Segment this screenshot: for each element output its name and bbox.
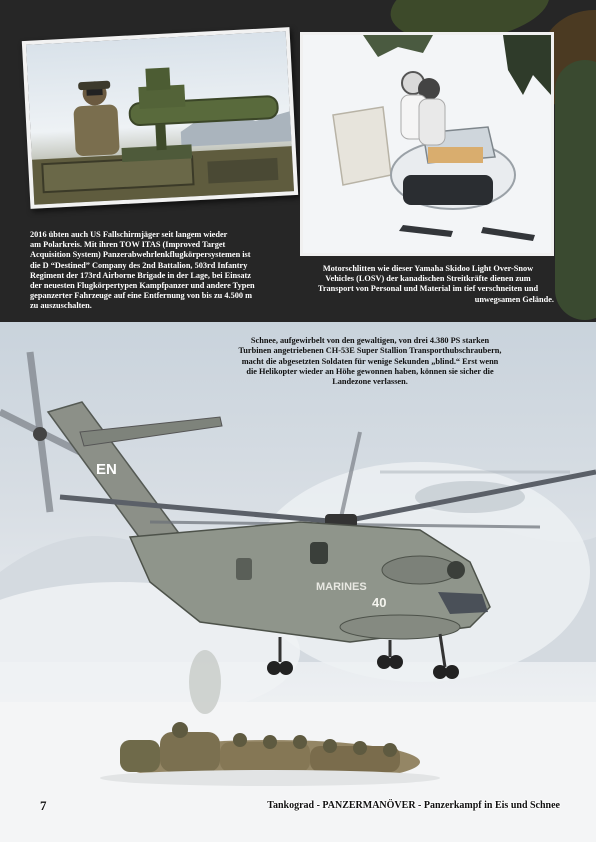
caption-line: zu auszuschalten. (30, 301, 92, 311)
page-number: 7 (40, 798, 47, 813)
caption-line: Vehicles (LOSV) der kanadischen Streitkräfte dienen zum (325, 274, 531, 284)
caption-line: macht die abgesetzten Soldaten für wenige Sekunden „blind.“ Erst wenn (241, 356, 499, 366)
snowmobile-illustration (303, 35, 551, 253)
caption-line: unwegsamen Gelände. (474, 294, 554, 304)
camo-decoration (555, 60, 596, 320)
caption-line: 2016 übten auch US Fallschirmjäger seit langem wieder (30, 230, 228, 239)
caption-line: Turbinen angetriebenen CH-53E Super Stallion Transporthubschraubern, (238, 346, 502, 356)
helicopter-illustration (0, 322, 596, 842)
tail-code-marking: EN (96, 461, 117, 478)
caption-helicopter (220, 336, 520, 387)
caption-line: am Polarkreis. Mit ihren TOW ITAS (Improved Target (30, 240, 226, 250)
photo-helicopter (0, 322, 596, 842)
caption-line: Acquisition System) Panzerabwehrlenkflugkörpersystemen ist (30, 250, 251, 260)
caption-snowmobile (302, 264, 554, 305)
running-footer-title: Tankograd - PANZERMANÖVER - Panzerkampf in Eis und Schnee (267, 800, 560, 811)
photo-tow-itas (22, 27, 298, 209)
caption-line: die Helikopter wieder an Höhe gewonnen haben, können sie sicher die (246, 366, 494, 376)
photo-snowmobile (300, 32, 554, 256)
fuselage-text-marking: MARINES (316, 581, 367, 593)
caption-line: der neuesten Flugkörpertypen Kampfpanzer und andere Typen (30, 281, 255, 291)
caption-line: Transport von Personal und Material im tief verschneiten und (317, 284, 539, 294)
caption-line: Landezone verlassen. (332, 377, 408, 387)
caption-line: Motorschlitten wie dieser Yamaha Skidoo Light Over-Snow (322, 264, 534, 273)
caption-line: gepanzerter Fahrzeuge auf eine Entfernung von bis zu 4.500 m (30, 291, 253, 301)
caption-line: Schnee, aufgewirbelt von den gewaltigen, von drei 4.380 PS starken (250, 336, 490, 345)
caption-line: die D “Destined” Company des 2nd Battalion, 503rd Infantry (30, 260, 248, 270)
caption-tow-itas (30, 230, 298, 312)
caption-line: Regiment der 173rd Airborne Brigade in der Lage, bei Einsatz (30, 270, 251, 280)
tow-illustration (26, 31, 294, 204)
fuselage-number-marking: 40 (372, 595, 387, 610)
